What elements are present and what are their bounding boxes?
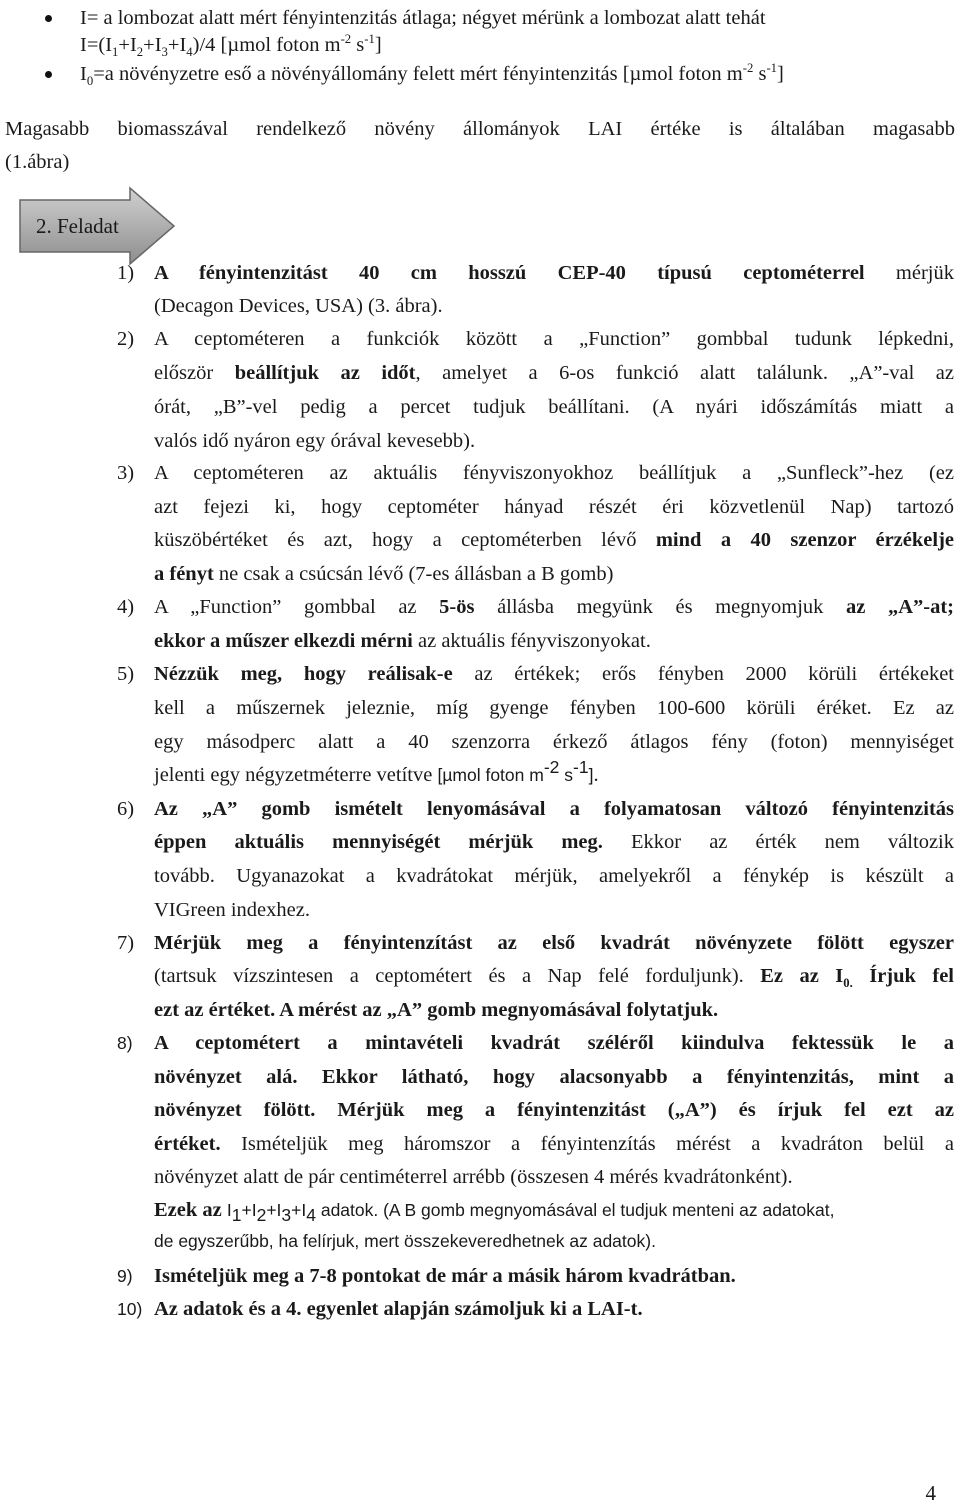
- step-text: A ceptométeren a funkciók között a „Function” gombbal tudunk lépkedni,: [154, 328, 954, 350]
- step-text: növényzet fölött. Mérjük meg a fényintenzitást („A”) és írjuk fel ezt az: [154, 1099, 954, 1121]
- step-text: A ceptométeren az aktuális fényviszonyokhoz beállítjuk a „Sunfleck”-hez (ez: [154, 462, 954, 484]
- step-number: 5): [117, 663, 135, 685]
- step-number: 1): [117, 262, 135, 284]
- step-text: Az „A” gomb ismételt lenyomásával a folyamatosan változó fényintenzitás: [154, 798, 954, 820]
- step-text: A ceptométert a mintavételi kvadrát széléről kiindulva fektessük le a: [154, 1032, 954, 1054]
- intro-paragraph: Magasabb biomasszával rendelkező növény állományok LAI értéke is általában magasabb: [5, 118, 955, 140]
- step-text: azt fejezi ki, hogy ceptométer hányad részét éri közvetlenül Nap) tartozó: [154, 496, 954, 518]
- step-number: 4): [117, 596, 135, 618]
- step-number: 10): [117, 1299, 143, 1319]
- step-text: ekkor a műszer elkezdi mérni az aktuális fényviszonyokat.: [154, 630, 651, 652]
- step-text: Nézzük meg, hogy reálisak-e az értékek; erős fényben 2000 körüli értékeket: [154, 663, 954, 685]
- step-text: Az adatok és a 4. egyenlet alapján számoljuk ki a LAI-t.: [154, 1298, 643, 1320]
- step-text: kell a műszernek jeleznie, míg gyenge fényben 100-600 körüli éréket. Ez az: [154, 697, 954, 719]
- step-number: 2): [117, 328, 135, 350]
- intro-paragraph: (1.ábra): [5, 151, 70, 173]
- step-text: tovább. Ugyanazokat a kvadrátokat mérjük, amelyekről a fénykép is készült a: [154, 865, 954, 887]
- step-text: (tartsuk vízszintesen a ceptométert és a Nap felé forduljunk). Ez az $I_{0.}$ Írjuk fel: [154, 965, 954, 991]
- step-text: (Decagon Devices, USA) (3. ábra).: [154, 295, 443, 317]
- step-number: 3): [117, 462, 135, 484]
- step-text: Ezek az $I_1+I_2+I_3+I_4$ adatok. (A B gomb megnyomásával el tudjuk menteni az adatokat,: [154, 1199, 835, 1226]
- bullet-formula: $I=(I_1+I_2+I_3+I_4)/4$ [µmol foton $m^{-2}$ $s^{-1}$]: [80, 32, 382, 60]
- bullet-text: I= a lombozat alatt mért fényintenzitás átlaga; négyet mérünk a lombozat alatt tehát: [80, 7, 766, 29]
- step-text: A „Function” gombbal az 5-ös állásba megyünk és megnyomjuk az „A”-at;: [154, 596, 954, 618]
- step-number: 9): [117, 1266, 133, 1286]
- step-text: először beállítjuk az időt, amelyet a 6-os funkció alatt találunk. „A”-val az: [154, 362, 954, 384]
- step-text: jelenti egy négyzetméterre vetítve [µmol foton $m^{-2}$ $s^{-1}$].: [154, 757, 599, 786]
- step-text: értéket. Ismételjük meg háromszor a fényintenzítás mérést a kvadráton belül a: [154, 1133, 954, 1155]
- step-number: 7): [117, 932, 135, 954]
- bullet-marker: [45, 71, 52, 78]
- step-text: növényzet alá. Ekkor látható, hogy alacsonyabb a fényintenzitás, mint a: [154, 1066, 954, 1088]
- step-text: A fényintenzitást 40 cm hosszú CEP-40 típusú ceptométerrel mérjük: [154, 262, 954, 284]
- step-number: 6): [117, 798, 135, 820]
- bullet-text: $I_0=a$ növényzetre eső a növényállomány felett mért fényintenzitás [µmol foton $m^{-2}$ $s^{-1}$]: [80, 61, 784, 89]
- step-text: Ismételjük meg a 7-8 pontokat de már a másik három kvadrátban.: [154, 1265, 736, 1287]
- step-text: egy másodperc alatt a 40 szenzorra érkező átlagos fény (foton) mennyiséget: [154, 731, 954, 753]
- step-text: valós idő nyáron egy órával kevesebb).: [154, 430, 476, 452]
- step-text: növényzet alatt de pár centiméterrel arrébb (összesen 4 mérés kvadrátonként).: [154, 1166, 793, 1188]
- task-heading: 2. Feladat: [36, 214, 119, 238]
- step-text: órát, „B”-vel pedig a percet tudjuk beállítani. (A nyári időszámítás miatt a: [154, 396, 954, 418]
- step-text: VIGreen indexhez.: [154, 899, 310, 921]
- step-text: küszöbértéket és azt, hogy a ceptométerben lévő mind a 40 szenzor érzékelje: [154, 529, 954, 551]
- step-text: a fényt ne csak a csúcsán lévő (7-es állásban a B gomb): [154, 563, 614, 585]
- step-text: éppen aktuális mennyiségét mérjük meg. Ekkor az érték nem változik: [154, 831, 954, 853]
- step-text: Mérjük meg a fényintenzítást az első kvadrát növényzete fölött egyszer: [154, 932, 954, 954]
- page-number: 4: [925, 1481, 936, 1505]
- step-number: 8): [117, 1033, 133, 1053]
- bullet-marker: [45, 15, 52, 22]
- step-text: de egyszerűbb, ha felírjuk, mert összekeveredhetnek az adatok).: [154, 1231, 656, 1251]
- step-text: ezt az értéket. A mérést az „A” gomb megnyomásával folytatjuk.: [154, 999, 719, 1021]
